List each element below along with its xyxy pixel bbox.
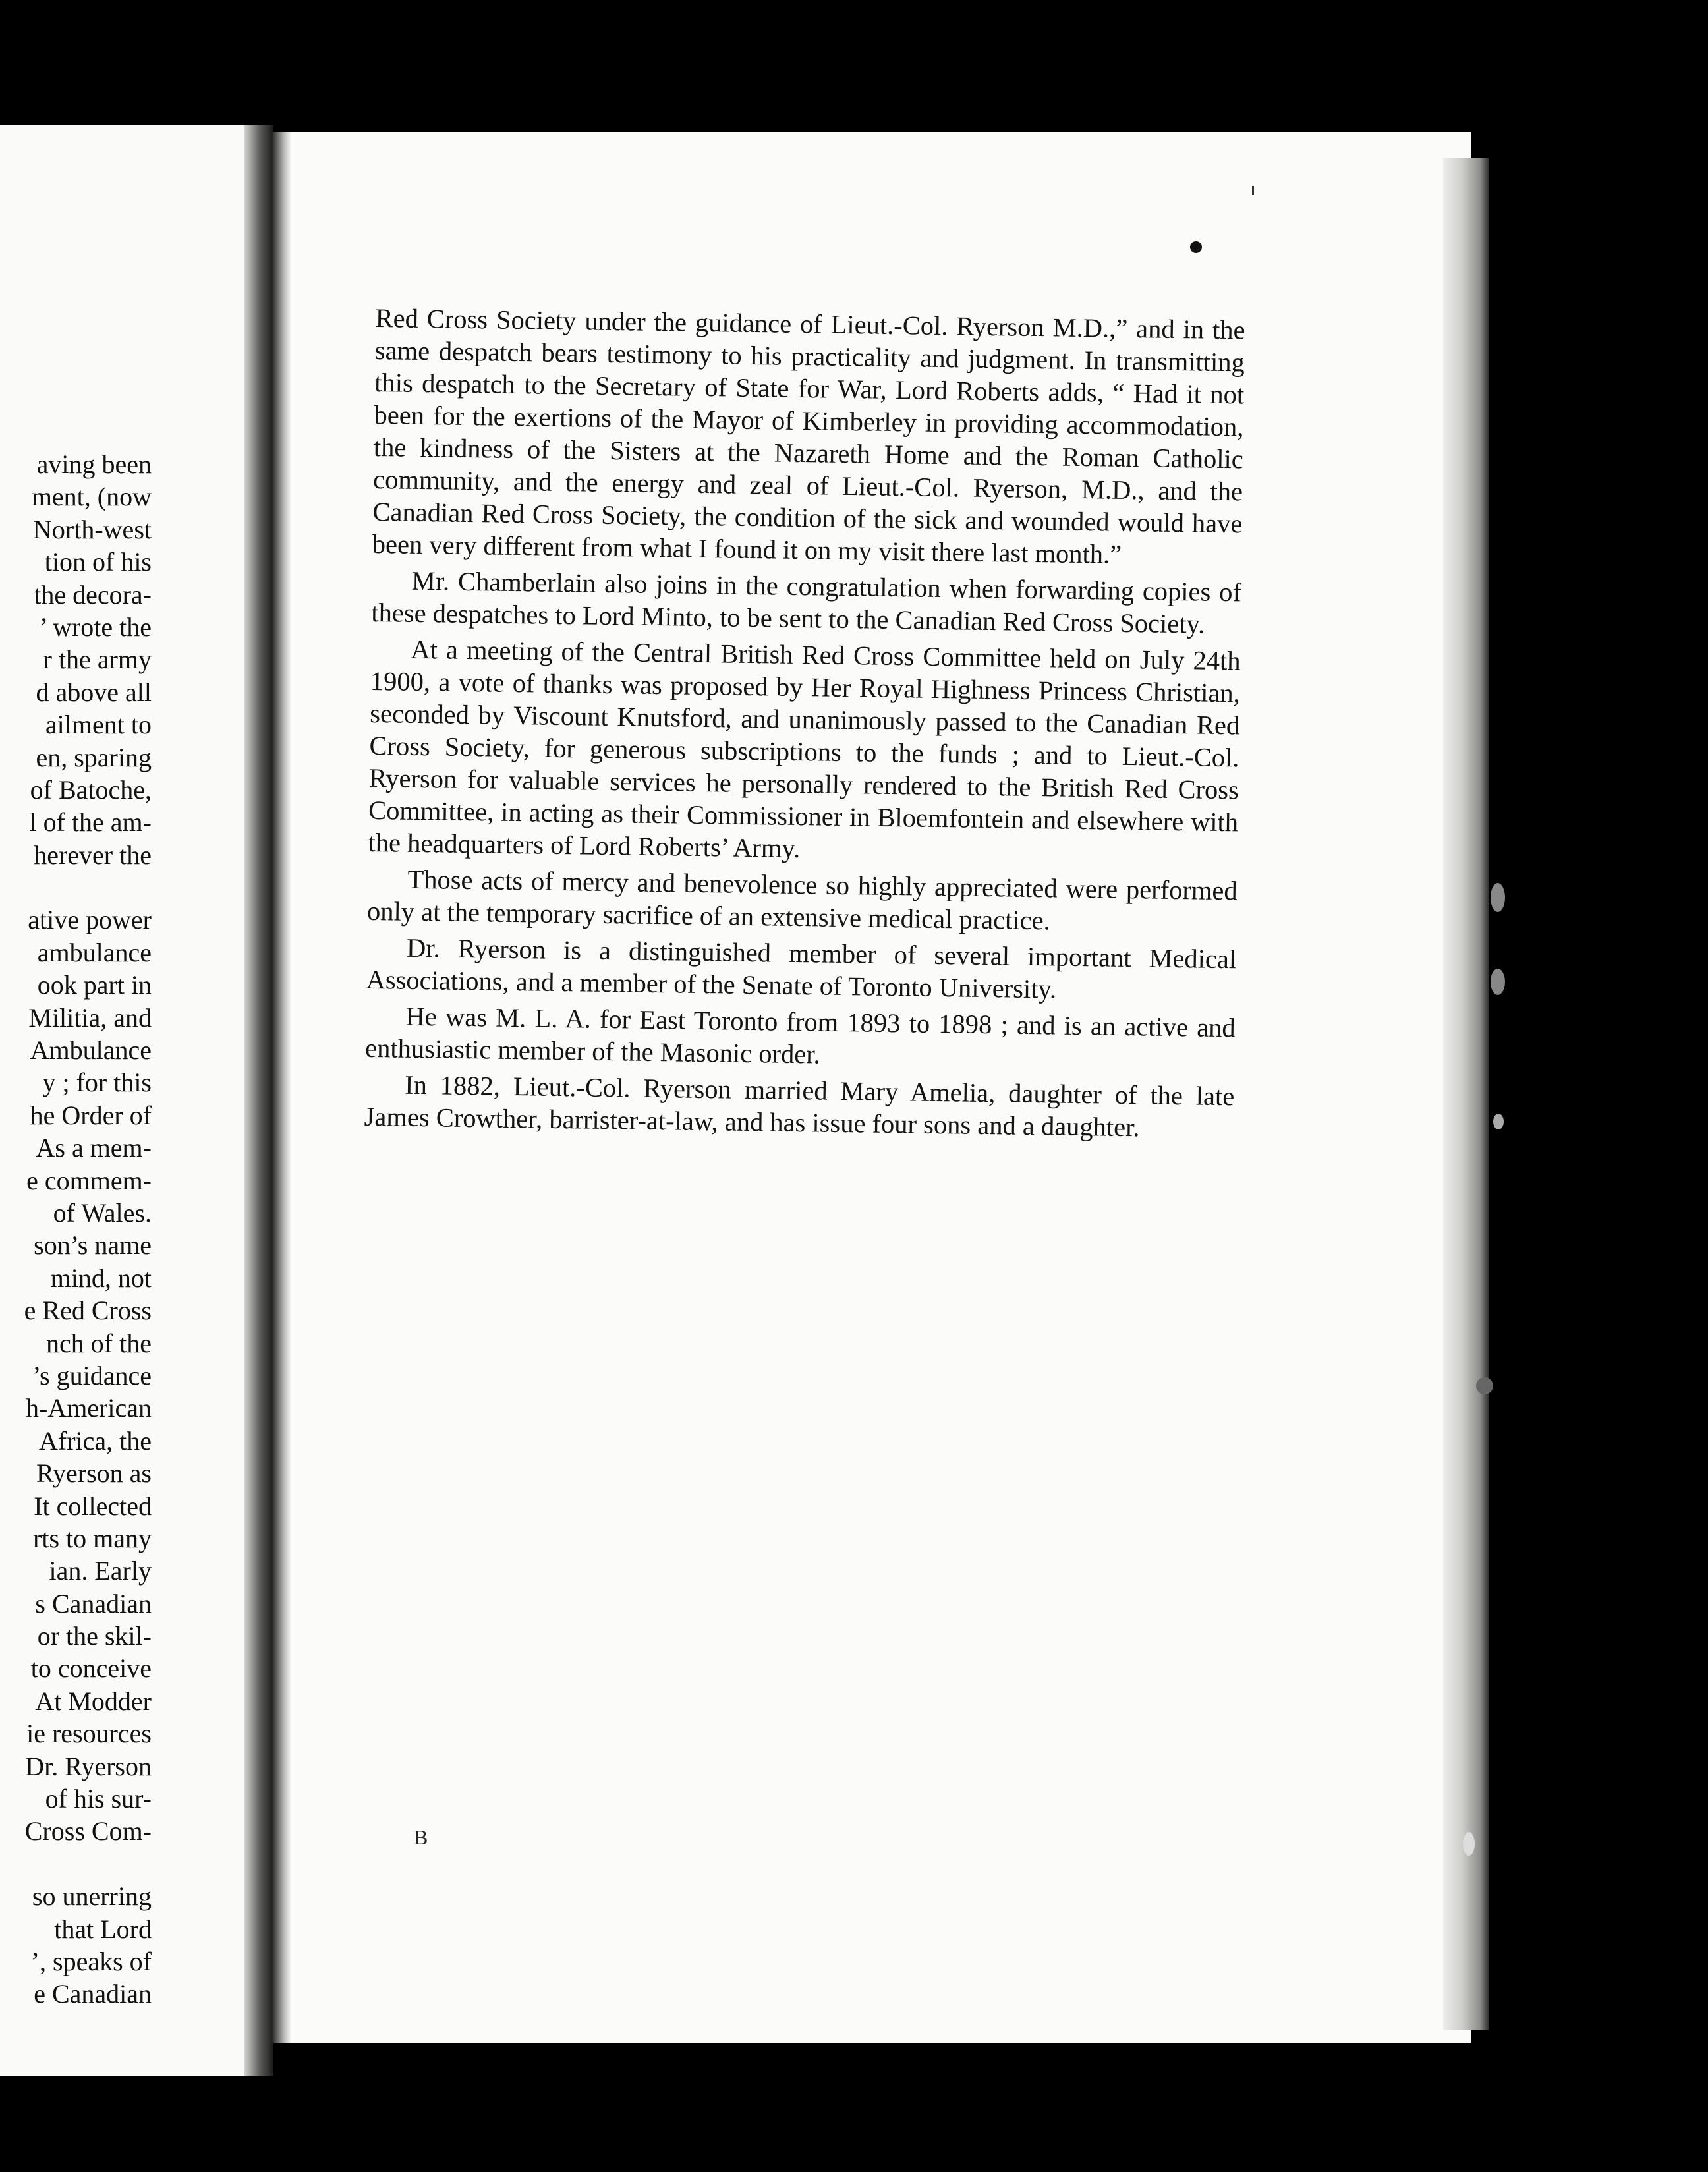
ink-dot (1190, 241, 1202, 253)
left-page-line: Dr. Ryerson (25, 1751, 152, 1781)
left-page-line: so unerring (32, 1881, 152, 1912)
left-page-line: e Red Cross (24, 1296, 152, 1326)
left-page-line: ’, speaks of (30, 1946, 152, 1976)
left-page-line: of Wales. (53, 1197, 152, 1228)
left-page-line: of his sur- (45, 1784, 152, 1814)
paragraph-associations: Dr. Ryerson is a distinguished member of several important Medical Associations, and a member of the Senate of Toronto University. (366, 932, 1237, 1004)
left-page-line: the decora- (34, 579, 152, 610)
left-page-line: ian. Early (49, 1556, 152, 1586)
left-page-line: to conceive (30, 1653, 152, 1684)
left-page-line: l of the am- (29, 807, 152, 838)
right-page-edge (1443, 158, 1489, 2030)
left-page-line: aving been (36, 449, 152, 479)
left-page-line: he Order of (30, 1100, 152, 1130)
left-page-line: ment, (now (31, 482, 152, 512)
left-page-line: d above all (36, 677, 152, 707)
paragraph-despatch: Red Cross Society under the guidance of Lieut.-Col. Ryerson M.D.,” and in the same despatch bears testimony to his practicality and judgment. In transmitting this despatch to the Secretary of State for War, Lord Roberts adds, “ Had it not been for the exertions of the Mayor of Kimberley in providing accommodation, the kindness of the Sisters at the Nazareth Home and the Roman Catholic community, and the energy and zeal of Lieut.-Col. Ryerson, M.D., and the Canadian Red Cross Society, the condition of the sick and wounded would have been very different from what I found it on my visit there last month.” (372, 302, 1245, 569)
left-page-line: mind, not (50, 1263, 152, 1293)
left-page-line: ook part in (37, 970, 152, 1000)
left-page-line: Militia, and (28, 1002, 152, 1033)
left-page-line: or the skil- (37, 1621, 152, 1651)
edge-blemish (1476, 1377, 1493, 1394)
paragraph-marriage: In 1882, Lieut.-Col. Ryerson married Mary Amelia, daughter of the late James Crowther, barrister-at-law, and has issue four sons and a daughter. (364, 1070, 1235, 1143)
scan-speck (1252, 186, 1254, 195)
left-page-line: ailment to (45, 710, 152, 740)
left-page-line: s Canadian (35, 1588, 152, 1618)
left-page-line: h-American (25, 1393, 152, 1423)
paragraph-acts-of-mercy: Those acts of mercy and benevolence so highly appreciated were performed only at the temporary sacrifice of an extensive medical practice. (366, 864, 1238, 936)
left-page-line: ambulance (37, 937, 152, 967)
paragraph-mla: He was M. L. A. for East Toronto from 1893 to 1898 ; and is an active and enthusiastic member of the Masonic order. (364, 1001, 1236, 1070)
signature-mark: B (414, 1825, 428, 1849)
paragraph-chamberlain: Mr. Chamberlain also joins in the congratulation when forwarding copies of these despatches to Lord Minto, to be sent to the Canadian Red Cross Society. (371, 565, 1242, 639)
left-page-line: that Lord (54, 1914, 152, 1944)
left-page-line: herever the (34, 840, 152, 870)
right-page-binding-shadow (271, 132, 291, 2043)
left-page-line: en, sparing (36, 742, 152, 772)
edge-blemish (1463, 1832, 1475, 1856)
left-page-line: y ; for this (42, 1068, 152, 1098)
left-page-gutter-shadow (244, 125, 273, 2076)
left-page-line: Ryerson as (36, 1458, 152, 1489)
left-page-line: ’ wrote the (39, 612, 152, 642)
left-page-line: ative power (28, 905, 152, 935)
left-page-line: It collected (34, 1491, 152, 1521)
left-page-line: son’s name (34, 1230, 152, 1261)
left-page-line: r the army (43, 644, 152, 675)
left-page-blank-line (24, 871, 152, 903)
paragraph-committee-meeting: At a meeting of the Central British Red Cross Committee held on July 24th 1900, a vote of thanks was proposed by Her Royal Highness Princess Christian, seconded by Viscount Knutsford, and unanimously passed to the Canadian Red Cross Society, for generous subscriptions to the funds ; and to Lieut.-Col. Ryerson for valuable services he personally rendered to the British Red Cross Committee, in acting as their Commissioner in Bloemfontein and elsewhere with the headquarters of Lord Roberts’ Army. (368, 634, 1241, 864)
left-page-line: As a mem- (36, 1133, 152, 1163)
left-page-line: Africa, the (38, 1425, 152, 1456)
left-page-line: ’s guidance (32, 1360, 152, 1390)
left-page-line: At Modder (35, 1686, 152, 1716)
left-page-line: e Canadian (34, 1979, 152, 2009)
left-page-line: North-west (33, 514, 152, 544)
edge-blemish (1491, 883, 1505, 912)
left-page-line: Cross Com- (24, 1816, 152, 1846)
right-page-body-text (364, 302, 1245, 1149)
edge-blemish (1493, 1114, 1504, 1129)
left-page-line: nch of the (46, 1328, 152, 1358)
left-page (0, 125, 257, 2076)
left-page-line: ie resources (26, 1719, 152, 1749)
left-page-line: tion of his (44, 547, 152, 577)
left-page-line: rts to many (33, 1523, 152, 1553)
left-page-blank-line (24, 1848, 152, 1880)
left-page-text (24, 448, 152, 2011)
left-page-line: e commem- (26, 1165, 152, 1195)
left-page-line: of Batoche, (30, 774, 152, 805)
edge-blemish (1491, 969, 1505, 995)
left-page-line: Ambulance (30, 1035, 152, 1066)
